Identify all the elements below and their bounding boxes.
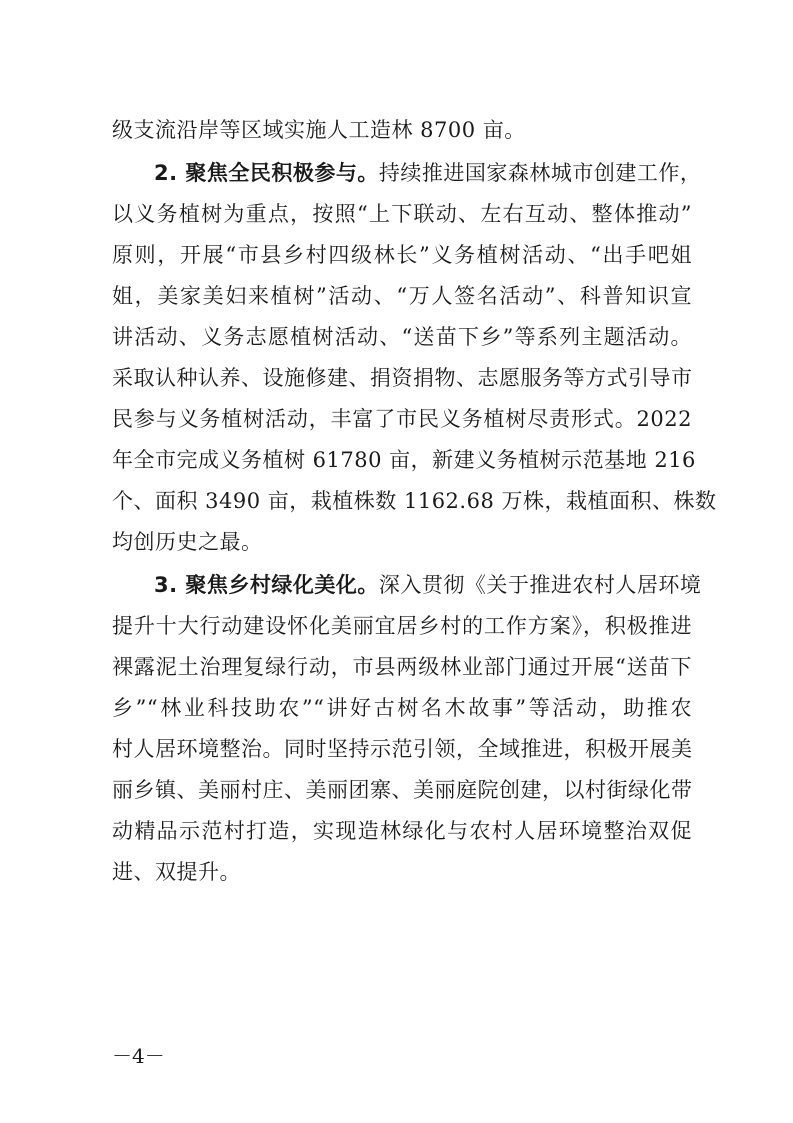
paragraph-3-line-2: 提升十大行动建设怀化美丽宜居乡村的工作方案》，积极推进 — [112, 614, 692, 638]
paragraph-2-line-5: 讲活动、义务志愿植树活动、“送苗下乡”等系列主题活动。 — [112, 325, 692, 349]
paragraph-3-heading: 3. 聚焦乡村绿化美化。 — [154, 573, 379, 597]
paragraph-2-heading: 2. 聚焦全民积极参与。 — [154, 161, 379, 185]
paragraph-2-line-4: 姐，美家美妇来植树”活动、“万人签名活动”、科普知识宣 — [112, 284, 692, 308]
paragraph-2-line-7: 民参与义务植树活动，丰富了市民义务植树尽责形式。2022 — [112, 407, 692, 431]
paragraph-3-line-4: 乡”“林业科技助农”“讲好古树名木故事”等活动，助推农 — [112, 696, 692, 720]
paragraph-2-line-8: 年全市完成义务植树 61780 亩，新建义务植树示范基地 216 — [112, 448, 696, 472]
paragraph-3-line-1 — [154, 569, 702, 601]
paragraph-2-line-1-text: 持续推进国家森林城市创建工作， — [378, 161, 702, 185]
paragraph-3-line-7: 动精品示范村打造，实现造林绿化与农村人居环境整治双促 — [112, 819, 692, 843]
paragraph-2-line-10: 均创历史之最。 — [112, 530, 263, 554]
paragraph-3-line-3: 裸露泥土治理复绿行动，市县两级林业部门通过开展“送苗下 — [112, 655, 692, 679]
paragraph-2-line-9: 个、面积 3490 亩，栽植株数 1162.68 万株，栽植面积、株数 — [112, 489, 717, 513]
paragraph-3-line-1-text: 深入贯彻《关于推进农村人居环境 — [378, 573, 702, 597]
page-number: －4－ — [112, 1044, 165, 1068]
paragraph-3-line-6: 丽乡镇、美丽村庄、美丽团寨、美丽庭院创建，以村街绿化带 — [112, 778, 693, 802]
paragraph-3-line-5: 村人居环境整治。同时坚持示范引领，全域推进，积极开展美 — [112, 737, 693, 761]
paragraph-1-line-1: 级支流沿岸等区域实施人工造林 8700 亩。 — [112, 118, 526, 142]
paragraph-3-line-8: 进、双提升。 — [112, 860, 241, 884]
paragraph-2-line-2: 以义务植树为重点，按照“上下联动、左右互动、整体推动” — [112, 202, 692, 226]
paragraph-2-line-6: 采取认种认养、设施修建、捐资捐物、志愿服务等方式引导市 — [112, 366, 693, 390]
paragraph-2-line-3: 原则，开展“市县乡村四级林长”义务植树活动、“出手吧姐 — [112, 243, 692, 267]
paragraph-2-line-1 — [154, 157, 702, 189]
